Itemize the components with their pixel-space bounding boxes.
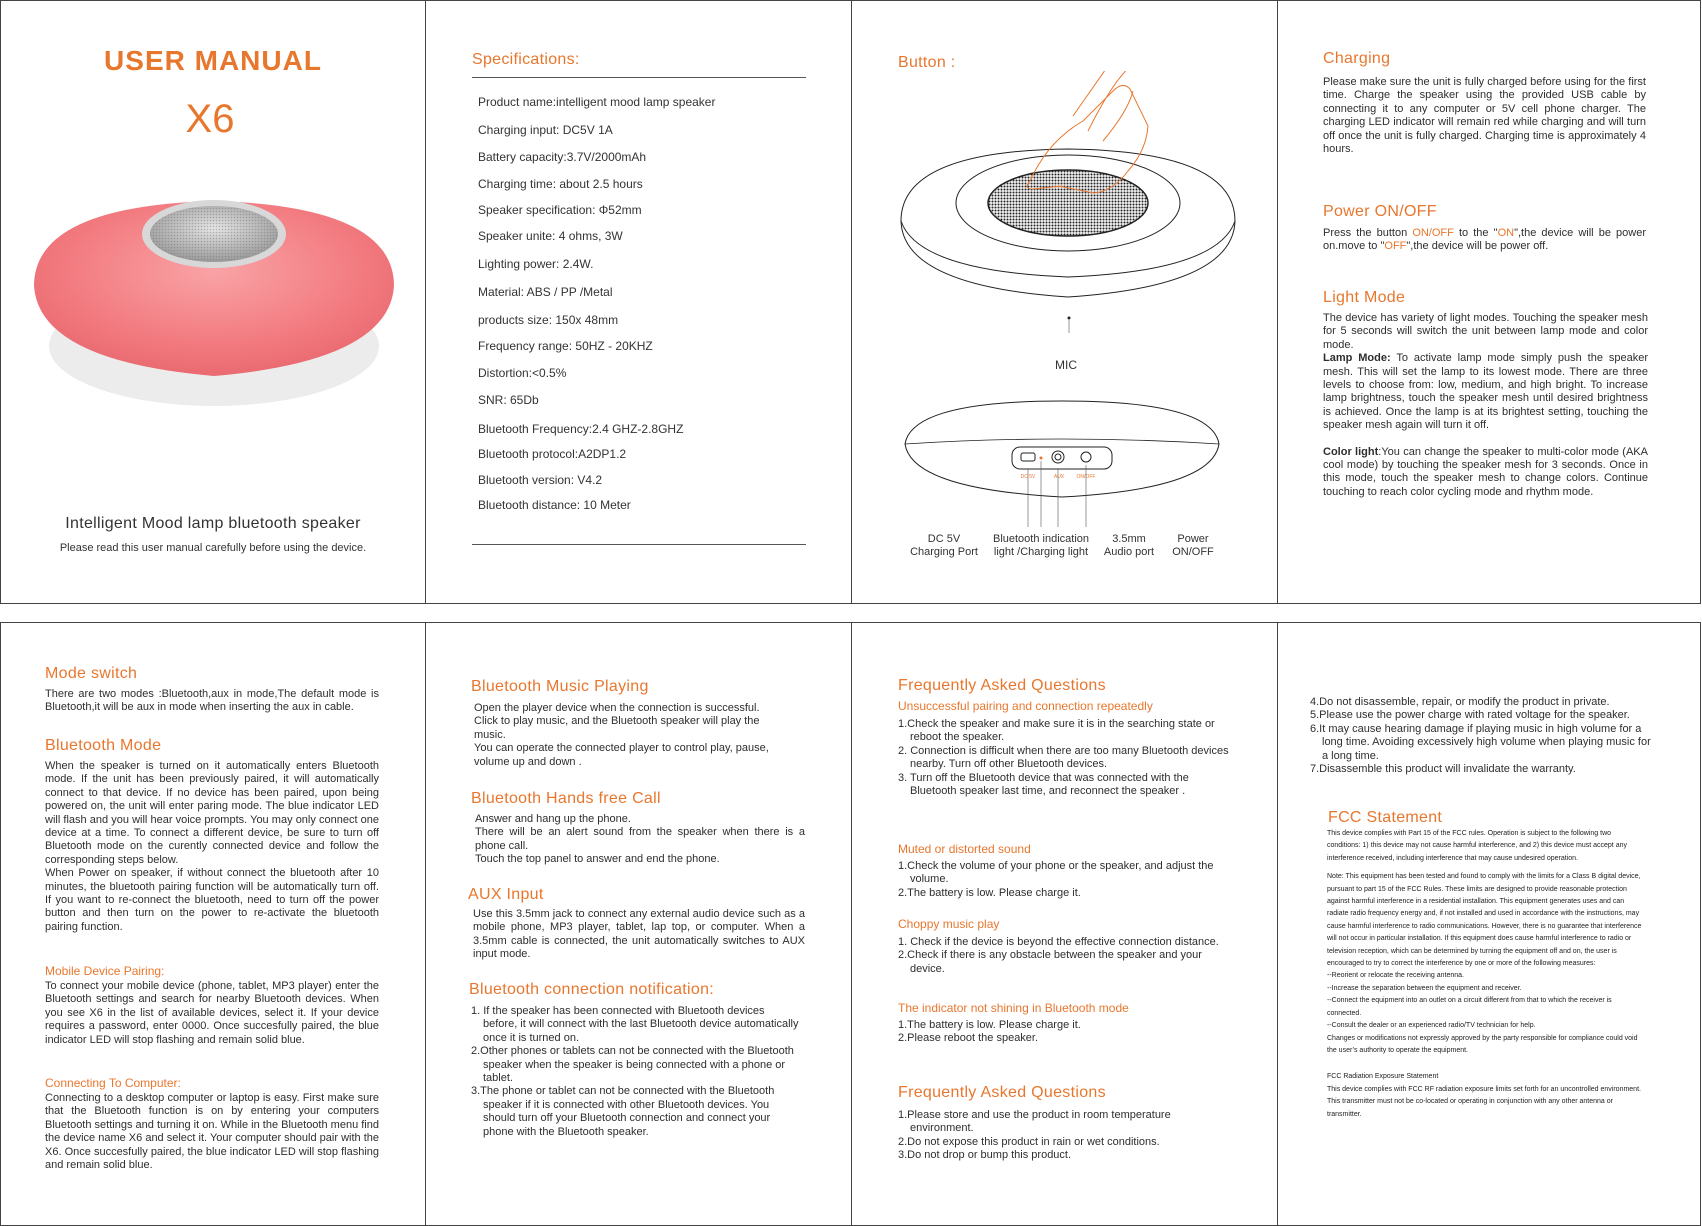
spec-row: Product name:intelligent mood lamp speaker <box>478 95 716 109</box>
lamp-mode-paragraph <box>1323 352 1648 432</box>
faq2-list-continued <box>1310 696 1655 776</box>
button-panel <box>852 1 1277 603</box>
music-para: You can operate the connected player to control play, pause, volume up and down . <box>474 742 769 768</box>
handsfree-line: Answer and hang up the phone. <box>475 813 631 825</box>
faq-item: 2.Check if there is any obstacle between the speaker and your device. <box>898 949 1202 975</box>
color-light-label: Color light <box>1323 445 1379 458</box>
spec-row: Bluetooth protocol:A2DP1.2 <box>478 447 627 461</box>
spec-row: Distortion:<0.5% <box>478 366 567 380</box>
faq-heading: Frequently Asked Questions <box>898 677 1106 694</box>
faq2-list <box>898 1109 1232 1163</box>
faq2-item: 6.It may cause hearing damage if playing music in high volume for a long time. Avoiding excessively high volume when playing music for a long time. <box>1310 722 1651 762</box>
faq-group-list <box>898 936 1232 976</box>
text-run: ",the device will be power off. <box>1406 240 1549 253</box>
fcc-heading: FCC Statement <box>1328 809 1443 826</box>
charging-text: Please make sure the unit is fully charged before using for the first time. Charge the speaker using the provided USB cable by connecting it to any computer or 5V cell phone charger. The charging LED indicator will remain red while charging and will turn off once the unit is fully charged. Charging time is approximately 4 hours. <box>1323 76 1646 156</box>
fcc-para: Changes or modifications not expressly approved by the party responsible for compliance could void the user’s authority to operate the equipment. <box>1327 1034 1638 1054</box>
divider <box>472 544 806 545</box>
fcc-measure: --Connect the equipment into an outlet on a circuit different from that to which the receiver is connected. <box>1327 997 1612 1017</box>
aux-port-label: AUX <box>1053 474 1065 480</box>
cover-panel <box>1 1 425 603</box>
faq-panel <box>852 623 1277 1225</box>
cover-note: Please read this user manual carefully before using the device. <box>59 542 367 554</box>
top-view-drawing <box>898 71 1238 341</box>
bottom-view-drawing <box>902 399 1222 529</box>
fcc-para: This device complies with FCC RF radiation exposure limits set forth for an uncontrolled environment. This transmitter must not be co-located or operating in conjunction with any other antenna or transmitter. <box>1327 1085 1641 1118</box>
bt-mode-para: When Power on speaker, if without connect the bluetooth after 10 minutes, the bluetooth pairing function will be automatically turn off. If you want to re-connect the bluetooth, need to turn off the power button and then turn on the power to re-activate the bluetooth pairing function. <box>45 867 379 933</box>
power-heading: Power ON/OFF <box>1323 203 1437 220</box>
faq2-item: 7.Disassemble this product will invalidate the warranty. <box>1310 763 1576 776</box>
spec-row: Speaker unite: 4 ohms, 3W <box>478 229 623 243</box>
faq2-item: 5.Please use the power charge with rated voltage for the speaker. <box>1310 709 1630 722</box>
faq-group-list <box>898 718 1232 798</box>
spec-row: Charging time: about 2.5 hours <box>478 177 643 191</box>
handsfree-line: Touch the top panel to answer and end the phone. <box>475 853 720 866</box>
faq-group-title: Muted or distorted sound <box>898 842 1031 856</box>
charging-heading: Charging <box>1323 50 1391 67</box>
cover-model: X6 <box>185 97 235 141</box>
aux-heading: AUX Input <box>468 886 544 903</box>
speaker-lamp-image <box>29 186 399 436</box>
faq-item: 2. Connection is difficult when there are too many Bluetooth devices nearby. Turn off other Bluetooth devices. <box>898 744 1229 771</box>
notification-item: 3.The phone or tablet can not be connected with the Bluetooth speaker if it is connected with other Bluetooth devices. You should turn off your Bluetooth connection and connect your phone with the Bluetooth speaker. <box>471 1085 775 1138</box>
callout-line: DC 5V <box>927 533 961 545</box>
spec-row: Battery capacity:3.7V/2000mAh <box>478 150 647 164</box>
faq-group-title: Unsuccessful pairing and connection repeatedly <box>898 699 1153 713</box>
music-heading: Bluetooth Music Playing <box>471 678 649 695</box>
faq-item: 1.Check the volume of your phone or the speaker, and adjust the volume. <box>898 860 1214 886</box>
text-run: Press the button <box>1323 227 1413 239</box>
light-mode-heading: Light Mode <box>1323 289 1406 306</box>
fcc-rf-title: FCC Radiation Exposure Statement <box>1327 1073 1439 1081</box>
faq-item: 2.Please reboot the speaker. <box>898 1032 1039 1045</box>
faq-item: 1.Check the speaker and make sure it is in the searching state or reboot the speaker. <box>898 718 1215 744</box>
fcc-para: Note: This equipment has been tested and found to comply with the limits for a Class B digital device, pursuant to part 15 of the FCC Rules. These limits are designed to provide reasonable protection against harmful interference in a residential installation. This equipment generates uses and can radiate radio frequency energy and, if not installed and used in accordance with the instructions, may cause harmful interference to radio communications. However, there is no guarantee that interference will not occur in particular installation. If this equipment does cause harmful interference to radio or television reception, which can be determined by turning the equipment off and on, the user is encouraged to try to correct the interference by one or more of the following measures: <box>1327 873 1642 968</box>
faq-item: 3. Turn off the Bluetooth device that was connected with the Bluetooth speaker last time, and reconnect the speaker . <box>898 771 1189 798</box>
notification-item: 2.Other phones or tablets can not be connected with the Bluetooth speaker when the speaker is being connected with a phone or tablet. <box>471 1045 794 1085</box>
callout-audio <box>1097 533 1161 559</box>
specifications-heading: Specifications: <box>472 51 580 68</box>
faq2-heading: Frequently Asked Questions <box>898 1084 1106 1101</box>
fcc-measure: --Reorient or relocate the receiving antenna. <box>1327 972 1464 980</box>
dc5v-port-label: DC 5V <box>1020 474 1036 480</box>
faq-group-title: Choppy music play <box>898 917 1000 931</box>
mode-switch-text: There are two modes :Bluetooth,aux in mode,The default mode is Bluetooth,it will be aux in mode when inserting the aux in cable. <box>45 688 379 714</box>
spec-row: products size: 150x 48mm <box>478 313 619 327</box>
faq-group-title: The indicator not shining in Bluetooth mode <box>898 1001 1129 1015</box>
faq-item: 1.The battery is low. Please charge it. <box>898 1019 1081 1031</box>
onoff-keyword: ON/OFF <box>1412 227 1454 239</box>
callout-line: ON/OFF <box>1172 546 1214 558</box>
bottom-sheet <box>0 622 1701 1226</box>
faq2-item: 4.Do not disassemble, repair, or modify the product in private. <box>1310 696 1610 708</box>
text-run: ",the device will be power on.move to " <box>1323 227 1646 253</box>
mic-label: MIC <box>1055 358 1077 372</box>
faq2-item: 1.Please store and use the product in room temperature environment. <box>898 1109 1171 1135</box>
handsfree-line: There will be an alert sound from the speaker when there is a phone call. <box>475 826 805 852</box>
faq2-item: 3.Do not drop or bump this product. <box>898 1149 1072 1162</box>
faq2-item: 2.Do not expose this product in rain or wet conditions. <box>898 1135 1160 1148</box>
bt-mode-para: When the speaker is turned on it automatically enters Bluetooth mode. If the unit has been previously paired, it will automatically connect to that device. If no device has been paired, upon being powered on, the unit will enter paring mode. The blue indicator LED will flash and you will hear voice prompts. You may only connect one device at a time. To connect a different device, be sure to turn off Bluetooth mode on the curently connected device and follow the corresponding steps below. <box>45 760 379 866</box>
callout-bt-light <box>986 533 1096 559</box>
spec-row: Lighting power: 2.4W. <box>478 257 594 271</box>
spec-row: Bluetooth distance: 10 Meter <box>478 498 631 512</box>
handsfree-text <box>475 813 805 867</box>
mode-switch-heading: Mode switch <box>45 665 138 682</box>
color-light-text: :You can change the speaker to multi-color mode (AKA cool mode) by touching the speaker mesh for 3 seconds. Once in this mode, touch the speaker mesh to change colors. Continue touching to reach color cycling mode and rhythm mode. <box>1323 445 1648 498</box>
spec-row: Frequency range: 50HZ - 20KHZ <box>478 339 653 353</box>
music-text <box>474 702 774 769</box>
spec-row: Bluetooth Frequency:2.4 GHZ-2.8GHZ <box>478 422 684 436</box>
callout-line: 3.5mm <box>1112 533 1146 545</box>
callout-line: Charging Port <box>910 546 978 558</box>
top-sheet <box>0 0 1701 604</box>
callout-line: Bluetooth indication <box>992 533 1089 545</box>
fcc-measure: --Consult the dealer or an experienced radio/TV technician for help. <box>1327 1022 1536 1030</box>
computer-heading: Connecting To Computer: <box>45 1076 181 1090</box>
callout-line: light /Charging light <box>993 546 1089 558</box>
fcc-panel <box>1278 623 1701 1225</box>
spec-row: SNR: 65Db <box>478 393 539 407</box>
spec-row: Speaker specification: Φ52mm <box>478 203 642 217</box>
mobile-pairing-heading: Mobile Device Pairing: <box>45 964 165 978</box>
faq-item: 1. Check if the device is beyond the effective connection distance. <box>898 936 1219 948</box>
bluetooth-mode-heading: Bluetooth Mode <box>45 737 162 754</box>
fcc-para: This device complies with Part 15 of the FCC rules. Operation is subject to the following two conditions: 1) this device may not cause harmful interference, and 2) this device must accept any interference received, including interference that may cause undesired operation. <box>1327 830 1627 862</box>
off-keyword: OFF <box>1384 240 1407 253</box>
on-keyword: ON <box>1497 227 1515 239</box>
power-text <box>1323 227 1646 254</box>
callout-dc5v <box>904 533 984 559</box>
spec-list <box>478 95 808 515</box>
color-light-paragraph <box>1323 446 1648 500</box>
charging-panel <box>1278 1 1701 603</box>
onoff-port-label: ON/OFF <box>1076 474 1096 480</box>
notification-heading: Bluetooth connection notification: <box>469 981 715 998</box>
faq-group-list <box>898 1019 1232 1046</box>
light-intro: The device has variety of light modes. Touching the speaker mesh for 5 seconds will switch the unit between lamp mode and color mode. <box>1323 312 1648 351</box>
fcc-text <box>1327 828 1642 1121</box>
fcc-measure: --Increase the separation between the equipment and receiver. <box>1327 984 1522 992</box>
aux-text: Use this 3.5mm jack to connect any external audio device such as a mobile phone, MP3 player, tablet, lap top, or computer. When a 3.5mm cable is connected, the unit automatically switches to AUX input mode. <box>473 908 805 961</box>
lamp-mode-label: Lamp Mode: <box>1323 352 1391 365</box>
mobile-pairing-text: To connect your mobile device (phone, tablet, MP3 player) enter the Bluetooth settings and search for nearby Bluetooth devices. When you see X6 in the list of available devices, select it. If your device requires a password, enter 0000. Once succesfully paired, the blue indicator LED will stop flashing and remain solid blue. <box>45 980 379 1046</box>
button-heading: Button : <box>898 54 956 71</box>
notification-item: 1. If the speaker has been connected with Bluetooth devices before, it will connect with the last Bluetooth device automatically once it is turned on. <box>471 1005 799 1044</box>
spec-row: Material: ABS / PP /Metal <box>478 285 613 299</box>
light-mode-text <box>1323 312 1648 499</box>
text-run: to the " <box>1453 227 1498 239</box>
music-para: Open the player device when the connection is successful. Click to play music, and the Bluetooth speaker will play the music. <box>474 702 760 741</box>
callout-line: Power <box>1177 533 1209 545</box>
callout-line: Audio port <box>1103 546 1155 558</box>
specifications-panel <box>426 1 851 603</box>
notification-list <box>471 1005 801 1139</box>
handsfree-heading: Bluetooth Hands free Call <box>471 790 661 807</box>
cover-title: USER MANUAL <box>104 45 322 76</box>
spec-row: Charging input: DC5V 1A <box>478 123 613 137</box>
divider <box>472 77 806 78</box>
mode-panel <box>1 623 425 1225</box>
spec-row: Bluetooth version: V4.2 <box>478 473 603 487</box>
lamp-mode-text: To activate lamp mode simply push the speaker mesh. This will set the lamp to its lowest mode. There are three levels to choose from: low, medium, and high bright. To increase lamp brightness, touch the speaker mesh until desired brightness is achieved. Once the lamp is at its brightest setting, touching the speaker mesh again will turn it off. <box>1323 352 1648 432</box>
callout-power <box>1162 533 1224 559</box>
bluetooth-mode-text <box>45 760 379 934</box>
computer-text: Connecting to a desktop computer or laptop is easy. First make sure that the Bluetooth function is on by entering your computers Bluetooth settings and turning it on. While in the Bluetooth menu find the device name X6 and select it. Your computer should pair with the X6. Once succesfully paired, the blue indicator LED will stop flashing and remain solid blue. <box>45 1092 379 1172</box>
playback-panel <box>426 623 851 1225</box>
faq-item: 2.The battery is low. Please charge it. <box>898 886 1081 899</box>
cover-subtitle: Intelligent Mood lamp bluetooth speaker <box>65 515 361 532</box>
faq-group-list <box>898 860 1232 900</box>
